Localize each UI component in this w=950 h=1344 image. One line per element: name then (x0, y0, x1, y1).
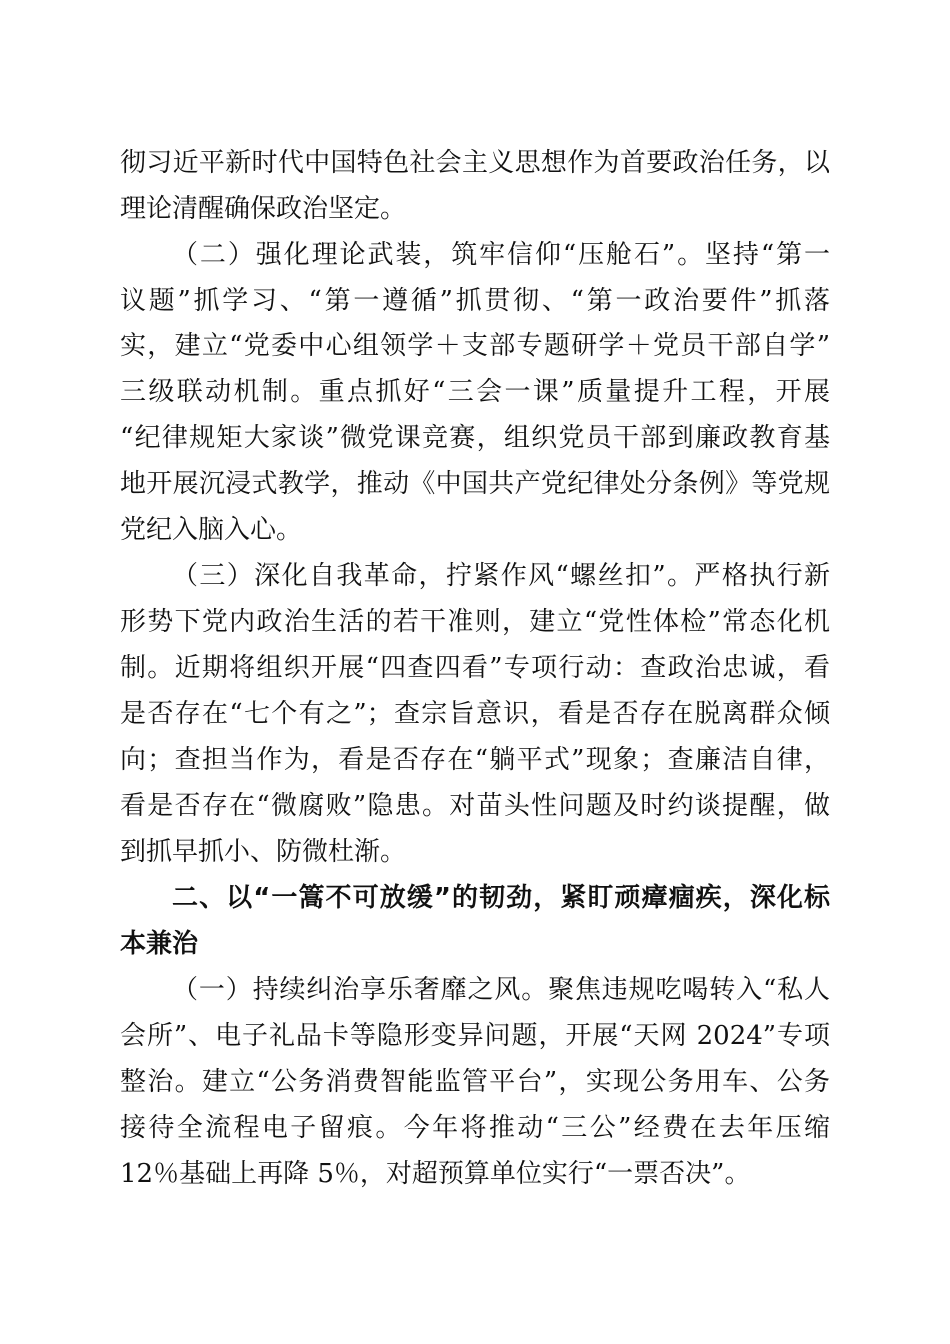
text-line: 议题”抓学习、“第一遵循”抓贯彻、“第一政治要件”抓落 (120, 286, 830, 316)
text-line: 理论清醒确保政治坚定。 (120, 194, 407, 224)
text-line: 向；查担当作为，看是否存在“躺平式”现象；查廉洁自律， (120, 745, 830, 775)
text-line: 到抓早抓小、防微杜渐。 (120, 837, 407, 867)
text-line: 会所”、电子礼品卡等隐形变异问题，开展“天网 2024”专项 (120, 1021, 830, 1051)
text-line: 12％基础上再降 5％，对超预算单位实行“一票否决”。 (120, 1159, 751, 1189)
text-line: 是否存在“七个有之”；查宗旨意识，看是否存在脱离群众倾 (120, 699, 830, 729)
text-line: 实，建立“党委中心组领学＋支部专题研学＋党员干部自学” (120, 331, 830, 361)
text-line: 制。近期将组织开展“四查四看”专项行动：查政治忠诚，看 (120, 653, 830, 683)
text-line: 地开展沉浸式教学，推动《中国共产党纪律处分条例》等党规 (120, 469, 830, 499)
section-heading-2: （二）强化理论武装，筑牢信仰“压舱石”。坚持“第一 (172, 240, 830, 270)
text-line: 党纪入脑入心。 (120, 515, 303, 545)
text-line: 接待全流程电子留痕。今年将推动“三公”经费在去年压缩 (120, 1113, 830, 1143)
text-line: 整治。建立“公务消费智能监管平台”，实现公务用车、公务 (120, 1067, 830, 1097)
text-line: 看是否存在“微腐败”隐患。对苗头性问题及时约谈提醒，做 (120, 791, 830, 821)
text-line: 形势下党内政治生活的若干准则，建立“党性体检”常态化机 (120, 607, 830, 637)
section-heading-1: （一）持续纠治享乐奢靡之风。聚焦违规吃喝转入“私人 (172, 975, 830, 1005)
chapter-heading: 二、以“一篙不可放缓”的韧劲，紧盯顽瘴痼疾，深化标 (172, 883, 830, 913)
text-line: “纪律规矩大家谈”微党课竞赛，组织党员干部到廉政教育基 (120, 423, 830, 453)
chapter-heading: 本兼治 (120, 929, 199, 959)
section-heading-3: （三）深化自我革命，拧紧作风“螺丝扣”。严格执行新 (172, 561, 830, 591)
text-line: 彻习近平新时代中国特色社会主义思想作为首要政治任务，以 (120, 148, 830, 178)
text-line: 三级联动机制。重点抓好“三会一课”质量提升工程，开展 (120, 377, 830, 407)
